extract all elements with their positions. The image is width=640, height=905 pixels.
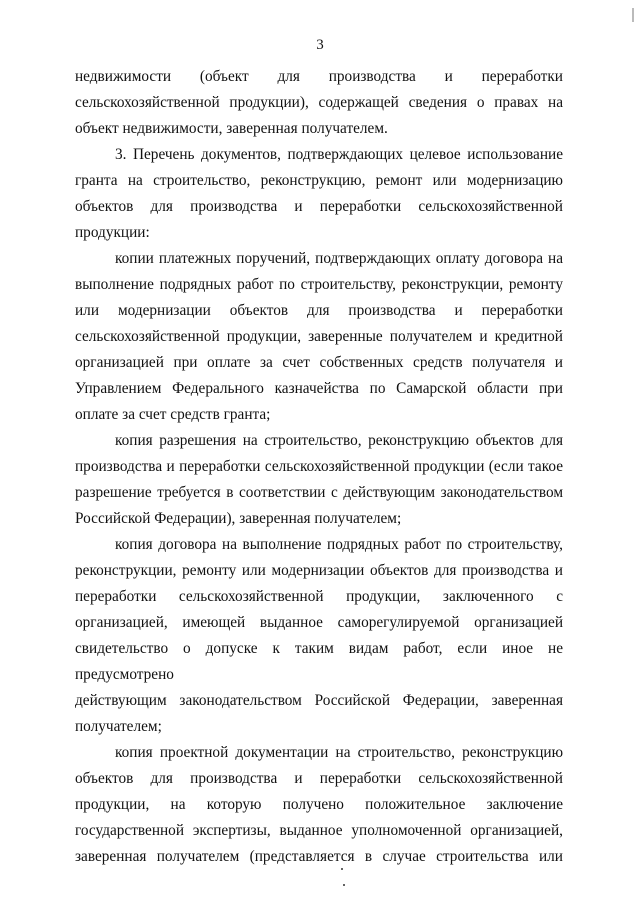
text-line: сельскохозяйственной продукции), содержащей сведения о правах на xyxy=(75,94,563,111)
text-line: Управлением Федерального казначейства по Самарской области при xyxy=(75,380,563,397)
text-line: копия проектной документации на строительство, реконструкцию xyxy=(115,744,563,761)
text-line: сельскохозяйственной продукции, заверенные получателем и кредитной xyxy=(75,328,563,345)
text-line: или модернизации объектов для производства и переработки xyxy=(75,302,563,319)
text-line: производства и переработки сельскохозяйственной продукции (если такое xyxy=(75,458,563,475)
page-number: 3 xyxy=(316,37,324,53)
text-line: государственной экспертизы, выданное уполномоченной организацией, xyxy=(75,822,563,839)
text-line: продукции, на которую получено положительное заключение xyxy=(75,796,563,813)
text-line: недвижимости (объект для производства и переработки xyxy=(75,68,563,85)
text-line: гранта на строительство, реконструкцию, ремонт или модернизацию xyxy=(75,172,563,189)
document-body xyxy=(75,64,563,870)
text-line: объект недвижимости, заверенная получателем. xyxy=(75,120,388,137)
text-line: копия договора на выполнение подрядных работ по строительству, xyxy=(115,536,563,553)
text-line: организацией, имеющей выданное саморегулируемой организацией xyxy=(75,614,563,631)
scan-edge-mark xyxy=(632,8,634,22)
text-line: реконструкции, ремонту или модернизации объектов для производства и xyxy=(75,562,563,579)
text-line: продукции: xyxy=(75,224,150,241)
text-line: копии платежных поручений, подтверждающих оплату договора на xyxy=(115,250,563,267)
text-line: заверенная получателем (представляется в случае строительства или xyxy=(75,848,563,865)
text-line: выполнение подрядных работ по строительству, реконструкции, ремонту xyxy=(75,276,563,293)
text-line: переработки сельскохозяйственной продукции, заключенного с xyxy=(75,588,563,605)
text-line: организацией при оплате за счет собственных средств получателя и xyxy=(75,354,563,371)
text-line: оплате за счет средств гранта; xyxy=(75,406,271,423)
text-line: объектов для производства и переработки сельскохозяйственной xyxy=(75,198,563,215)
text-line: копия разрешения на строительство, реконструкцию объектов для xyxy=(115,432,563,449)
text-line: объектов для производства и переработки сельскохозяйственной xyxy=(75,770,563,787)
text-line: действующим законодательством Российской Федерации, заверенная xyxy=(75,692,563,709)
text-line: получателем; xyxy=(75,718,162,735)
text-line: свидетельство о допуске к таким видам работ, если иное не предусмотрено xyxy=(75,640,563,683)
scan-speck xyxy=(341,868,343,870)
text-line: 3. Перечень документов, подтверждающих целевое использование xyxy=(115,146,563,163)
text-line: Российской Федерации), заверенная получателем; xyxy=(75,510,402,527)
text-line: разрешение требуется в соответствии с действующим законодательством xyxy=(75,484,563,501)
scan-speck xyxy=(343,884,345,886)
